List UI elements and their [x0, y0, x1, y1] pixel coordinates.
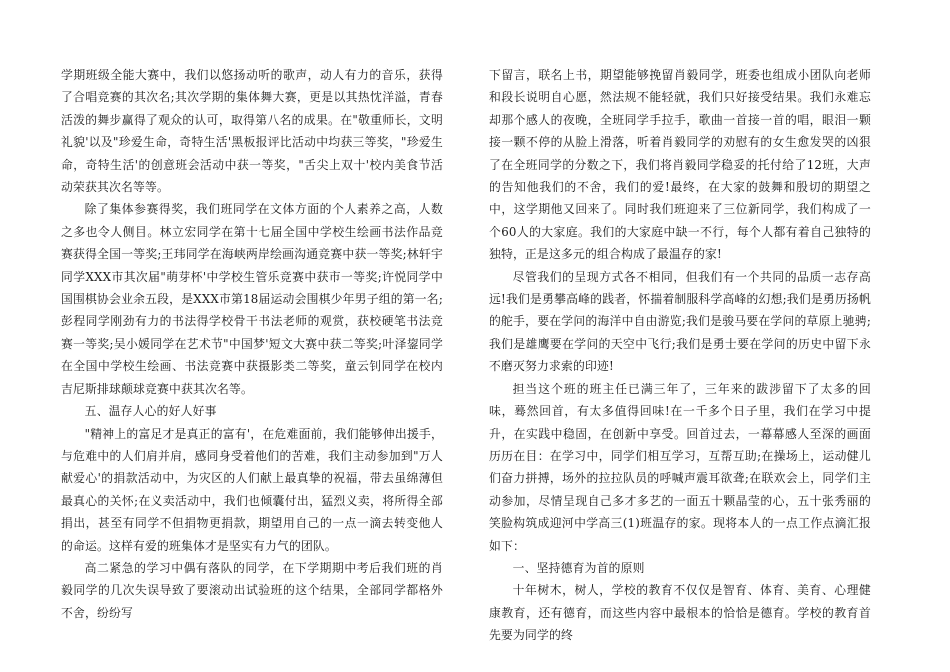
paragraph-charity: "精神上的富足才是真正的富有'，在危难面前，我们能够伸出援手，与危难中的人们肩并肩，感同身受着他们的苦难，我们主动参加到"万人献爱心'的捐款活动中，为灾区的人们献上最真挚的祝福，带去虽绵薄但最真心的关怀;在义卖活动中，我们也倾囊付出，猛烈义卖，将所得全部捐出，甚至有同学不但捐物更捐款，期望用自己的一点一滴去转变他人的命运。这样有爱的班集体才是坚实有力气的团队。: [61, 426, 443, 553]
paragraph-individual-awards: 除了集体参赛得奖，我们班同学在文体方面的个人素养之高，人数之多也令人侧目。林立宏同学在第十七届全国中学校生绘画书法作品竞赛获得全国一等奖;王玮同学在海峡两岸绘画沟通竞赛中获一等奖;林轩宇同学XXX市其次届"萌芽杯'中学校生管乐竞赛中获市一等奖;许悦同学中国围棋协会业余五段，是XXX市第18届运动会围棋少年男子组的第一名;彭程同学刚劲有力的书法得学校骨干书法老师的观赏，获校硬笔书法竞赛一等奖;吴小媛同学在艺术节"中国梦'短文大赛中获二等奖;叶泽鋆同学在全国中学校生绘画、书法竞赛中获摄影类二等奖，童云钊同学在校内吉尼斯排球颠球竞赛中获其次名等。: [61, 202, 443, 396]
paragraph-moral-education: 十年树木，树人，学校的教育不仅仅是智育、体育、美育、心理健康教育，还有德育，而这些内容中最根本的恰恰是德育。学校的教育首先要为同学的终: [489, 583, 871, 643]
paragraph-common-quality: 尽管我们的呈现方式各不相同，但我们有一个共同的品质一志存高远!我们是勇攀高峰的践者，怀揣着制服科学高峰的幻想;我们是勇历扬帆的舵手，要在学问的海洋中自由游览;我们是骏马要在学问的草原上驰骋;我们是雄鹰要在学问的天空中飞行;我们是勇士要在学问的历史中留下永不磨灭努力求索的印迹!: [489, 269, 871, 374]
paragraph-continuation: 学期班级全能大赛中，我们以悠扬动听的歌声，动人有力的音乐，获得了合唱竞赛的其次名;其次学期的集体舞大赛，更是以其热忱洋溢，青春活泼的舞步赢得了观众的认可，取得第八名的成果。在"敬重师长，文明礼貌'以及"珍爱生命，奇特生活'黑板报评比活动中均获三等奖，"珍爱生命，奇特生活'的创意班会活动中获一等奖，"舌尖上双十'校内美食节活动荣获其次名等等。: [61, 68, 443, 195]
section-heading-good-deeds: 五、温存人心的好人好事: [84, 404, 217, 419]
right-column: [489, 64, 871, 647]
left-column: [61, 64, 443, 624]
paragraph-teacher-reflection: 担当这个班的班主任已满三年了，三年来的跋涉留下了太多的回味，蓦然回首，有太多值得回味!在一千多个日子里，我们在学习中提升，在实践中稳固，在创新中享受。回首过去，一幕幕感人至深的画面历历在目：在学习中，同学们相互学习，互帮互助;在操场上，运动健儿们奋力拼搏，场外的拉拉队员的呼喊声震耳欲聋;在联欢会上，同学们主动参加，尽情呈现自己多才多艺的一面五十颗晶莹的心，五十张秀丽的笑脸构筑成迎河中学高三(1)班温存的家。现将本人的一点工作点滴汇报如下：: [489, 381, 871, 553]
paragraph-classmate-story: 高二紧急的学习中偶有落队的同学，在下学期期中考后我们班的肖毅同学的几次失误导致了要滚动出试验班的这个结果，全部同学都格外不舍，纷纷写: [61, 560, 443, 620]
section-heading-moral-education: 一、坚持德育为首的原则: [512, 560, 645, 575]
paragraph-continuation-right: 下留言，联名上书，期望能够挽留肖毅同学，班委也组成小团队向老师和段长说明自心愿，然法规不能轻就，我们只好接受结果。我们永难忘却那个感人的夜晚，全班同学手拉手，歌曲一首接一首的唱，眼泪一颗接一颗不停的从脸上滑落，听着肖毅同学的劝慰有的女生愈发哭的凶狠了在全班同学的分数之下，我们将肖毅同学稳妥的托付给了12班，大声的告知他我们的不舍，我们的爱!最终，在大家的鼓舞和殷切的期望之中，这学期他又回来了。同时我们班迎来了三位新同学，我们构成了一个60人的大家庭。我们的大家庭中缺一不行，每个人都有着自己独特的独特，正是这多元的组合构成了最温存的家!: [489, 68, 871, 262]
